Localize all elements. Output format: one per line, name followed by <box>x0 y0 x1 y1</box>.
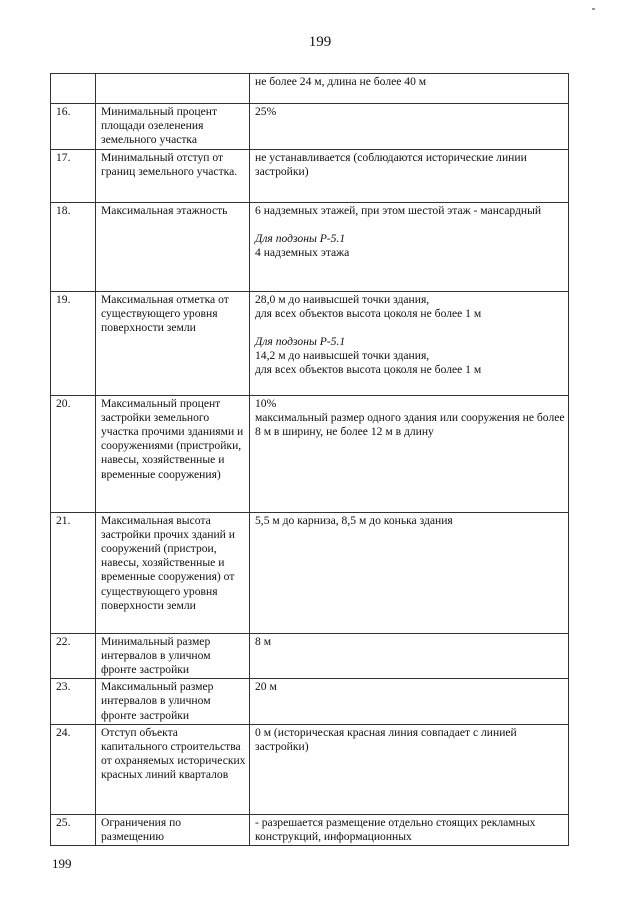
parameter-name: Максимальный размер интервалов в уличном фронте застройки <box>96 679 250 725</box>
value-line: 25% <box>255 105 277 118</box>
table-row <box>51 202 569 291</box>
parameter-name <box>96 74 250 104</box>
parameter-value <box>250 202 569 291</box>
parameter-value <box>250 633 569 679</box>
value-line: 8 м <box>255 634 272 648</box>
regulations-table <box>50 73 569 846</box>
value-line: для всех объектов высота цоколя не более 1 м <box>255 363 482 377</box>
row-number: 19. <box>51 291 96 395</box>
parameter-value <box>250 104 569 150</box>
parameter-value <box>250 291 569 395</box>
subzone-heading: Для подзоны Р-5.1 <box>255 335 346 349</box>
row-number <box>51 74 96 104</box>
parameter-name: Максимальная высота застройки прочих зданий и сооружений (пристрои, навесы, хозяйственные и временные сооружения) от существующего уровня поверхности земли <box>96 512 250 633</box>
parameter-name: Минимальный процент площади озеленения земельного участка <box>96 104 250 150</box>
value-line: 6 надземных этажей, при этом шестой этаж - мансардный <box>255 203 542 217</box>
value-line: 28,0 м до наивысшей точки здания, <box>255 292 430 306</box>
value-line: 20 м <box>255 680 277 694</box>
parameter-value <box>250 814 569 845</box>
value-line: не устанавливается (соблюдаются исторические линии застройки) <box>255 150 527 178</box>
parameter-value <box>250 395 569 512</box>
row-number: 23. <box>51 679 96 725</box>
parameter-value <box>250 74 569 104</box>
row-number: 21. <box>51 512 96 633</box>
parameter-name: Ограничения по размещению <box>96 814 250 845</box>
value-line: 5,5 м до карниза, 8,5 м до конька здания <box>255 513 453 527</box>
value-line: не более 24 м, длина не более 40 м <box>255 75 427 88</box>
value-line: для всех объектов высота цоколя не более 1 м <box>255 306 482 320</box>
value-line: 0 м (историческая красная линия совпадает с линией застройки) <box>255 725 517 754</box>
table-row <box>51 633 569 679</box>
parameter-value <box>250 512 569 633</box>
parameter-name: Максимальная этажность <box>96 202 250 291</box>
table-row <box>51 104 569 150</box>
row-number: 18. <box>51 202 96 291</box>
table-row <box>51 395 569 512</box>
parameter-value <box>250 149 569 202</box>
page-number-bottom: 199 <box>52 856 72 871</box>
table-row <box>51 512 569 633</box>
row-number: 25. <box>51 814 96 845</box>
table-row <box>51 814 569 845</box>
scan-mark <box>592 8 595 10</box>
value-line: 14,2 м до наивысшей точки здания, <box>255 349 430 363</box>
subzone-heading: Для подзоны Р-5.1 <box>255 231 346 245</box>
page-number-top: 199 <box>308 34 332 50</box>
blank-line <box>255 321 565 335</box>
parameter-name: Минимальный размер интервалов в уличном фронте застройки <box>96 633 250 679</box>
value-line: 10% <box>255 396 277 410</box>
row-number: 16. <box>51 104 96 150</box>
row-number: 22. <box>51 633 96 679</box>
parameter-value <box>250 679 569 725</box>
parameter-name: Отступ объекта капитального строительства от охраняемых исторических красных линий кварталов <box>96 724 250 814</box>
value-line: 4 надземных этажа <box>255 246 350 260</box>
row-number: 24. <box>51 724 96 814</box>
table-row <box>51 149 569 202</box>
table-row <box>51 291 569 395</box>
parameter-value <box>250 724 569 814</box>
blank-line <box>255 218 565 232</box>
table-row <box>51 74 569 104</box>
value-line: максимальный размер одного здания или сооружения не более 8 м в ширину, не более 12 м в длину <box>255 410 565 439</box>
row-number: 17. <box>51 149 96 202</box>
value-line: - разрешается размещение отдельно стоящих рекламных конструкций, информационных <box>255 815 536 844</box>
parameter-name: Максимальная отметка от существующего уровня поверхности земли <box>96 291 250 395</box>
table-row <box>51 724 569 814</box>
parameter-name: Максимальный процент застройки земельного участка прочими зданиями и сооружениями (пристройки, навесы, хозяйственные и временные сооружения) <box>96 395 250 512</box>
row-number: 20. <box>51 395 96 512</box>
parameter-name: Минимальный отступ от границ земельного участка. <box>96 149 250 202</box>
table-row <box>51 679 569 725</box>
